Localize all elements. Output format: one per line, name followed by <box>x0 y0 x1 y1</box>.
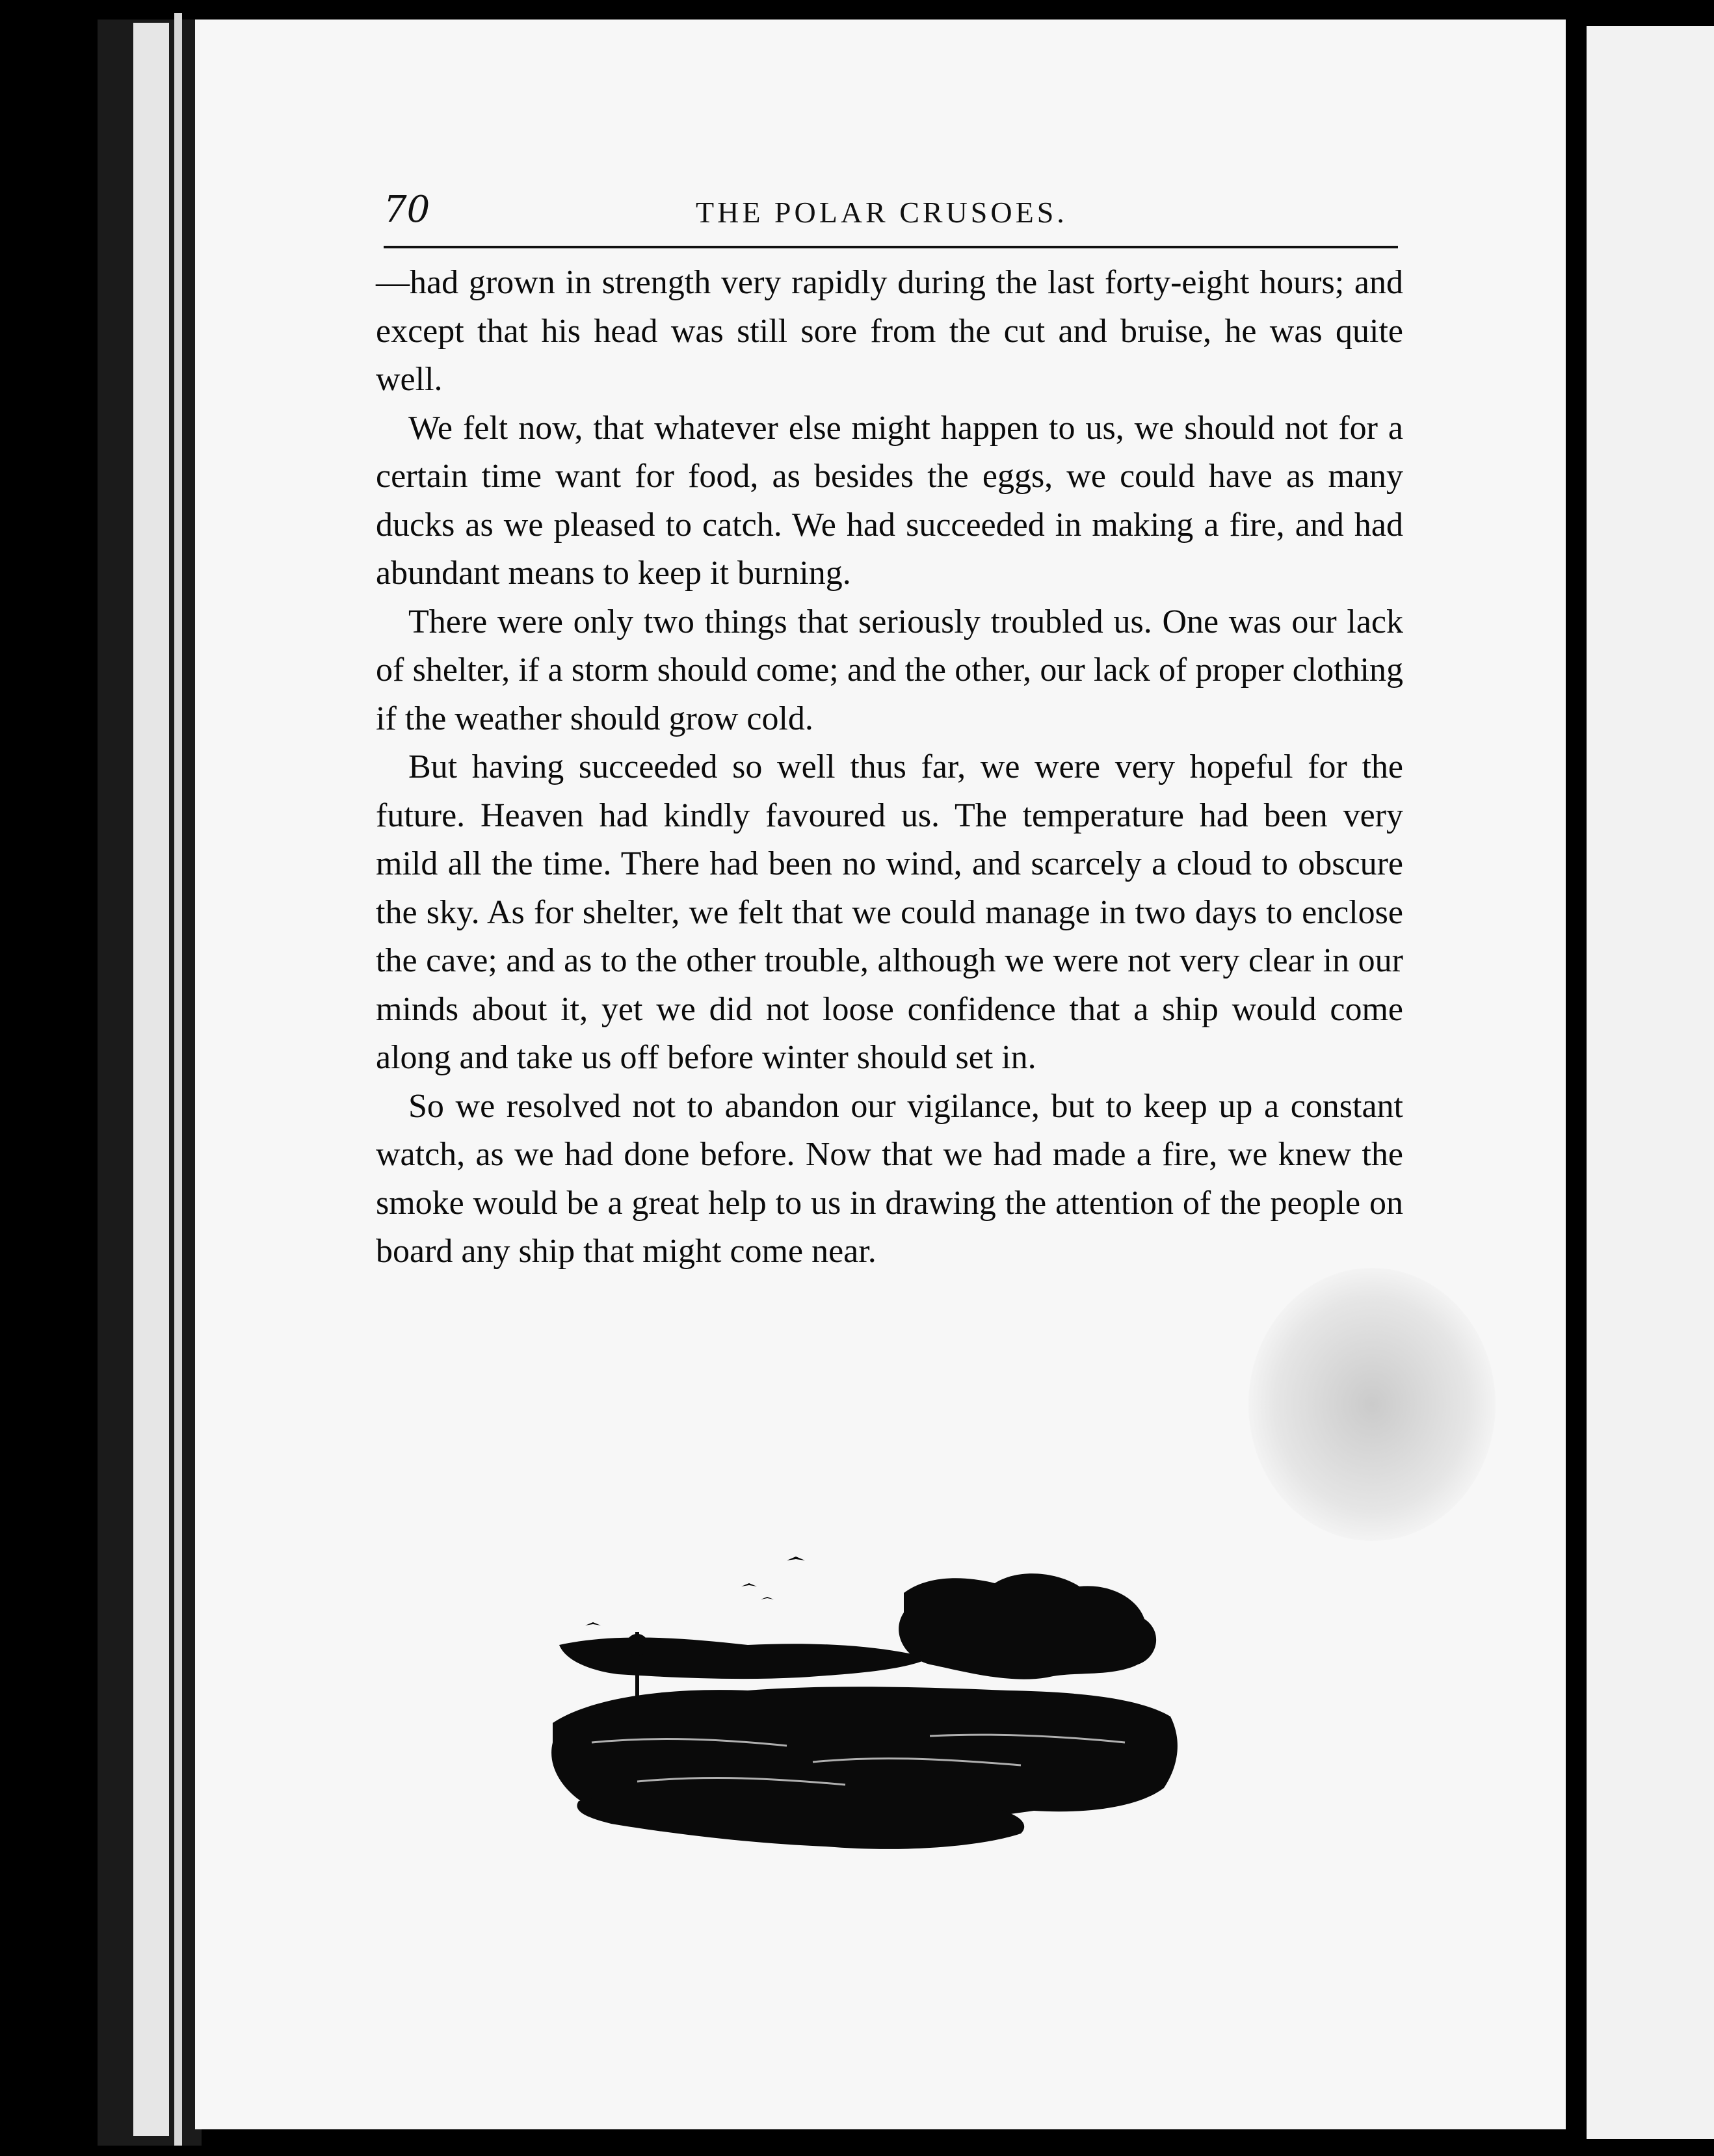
running-title: THE POLAR CRUSOES. <box>696 196 1068 229</box>
paragraph: There were only two things that seriously troubled us. One was our lack of shelter, if a storm should come; and the other, our lack of proper clothing if the weather should grow cold. <box>376 603 1403 737</box>
header-rule <box>384 246 1398 248</box>
paragraph: —had grown in strength very rapidly during the last forty-eight hours; and except that his head was still sore from the cut and bruise, he was quite well. <box>376 264 1403 398</box>
page-number: 70 <box>384 189 430 231</box>
page-edge-strip <box>133 23 169 2136</box>
paragraph: But having succeeded so well thus far, we were very hopeful for the future. Heaven had kindly favoured us. The temperature had been very mild all the time. There had been no wind, and scarcely a cloud to obscure the sky. As for shelter, we felt that we could manage in two days to enclose the cave; and as to the other trouble, although we were not very clear in our minds about it, yet we did not loose confidence that a ship would come along and take us off before winter should set in. <box>376 748 1403 1076</box>
paragraph: So we resolved not to abandon our vigilance, but to keep up a constant watch, as we had done before. Now that we had made a fire, we knew the smoke would be a great help to us in drawing the attention of the people on board any ship that might come near. <box>376 1087 1403 1270</box>
page-edge-line <box>174 13 182 2146</box>
page-gutter <box>1566 0 1588 2156</box>
facing-page-edge <box>1587 26 1714 2139</box>
body-text <box>376 259 1403 1276</box>
ink-smudge <box>1248 1268 1496 1541</box>
engraved-seascape-vignette-icon <box>540 1547 1222 1860</box>
paragraph: We felt now, that whatever else might happen to us, we should not for a certain time want for food, as besides the eggs, we could have as many ducks as we pleased to catch. We had succeeded in making a fire, and had abundant means to keep it burning. <box>376 409 1403 592</box>
